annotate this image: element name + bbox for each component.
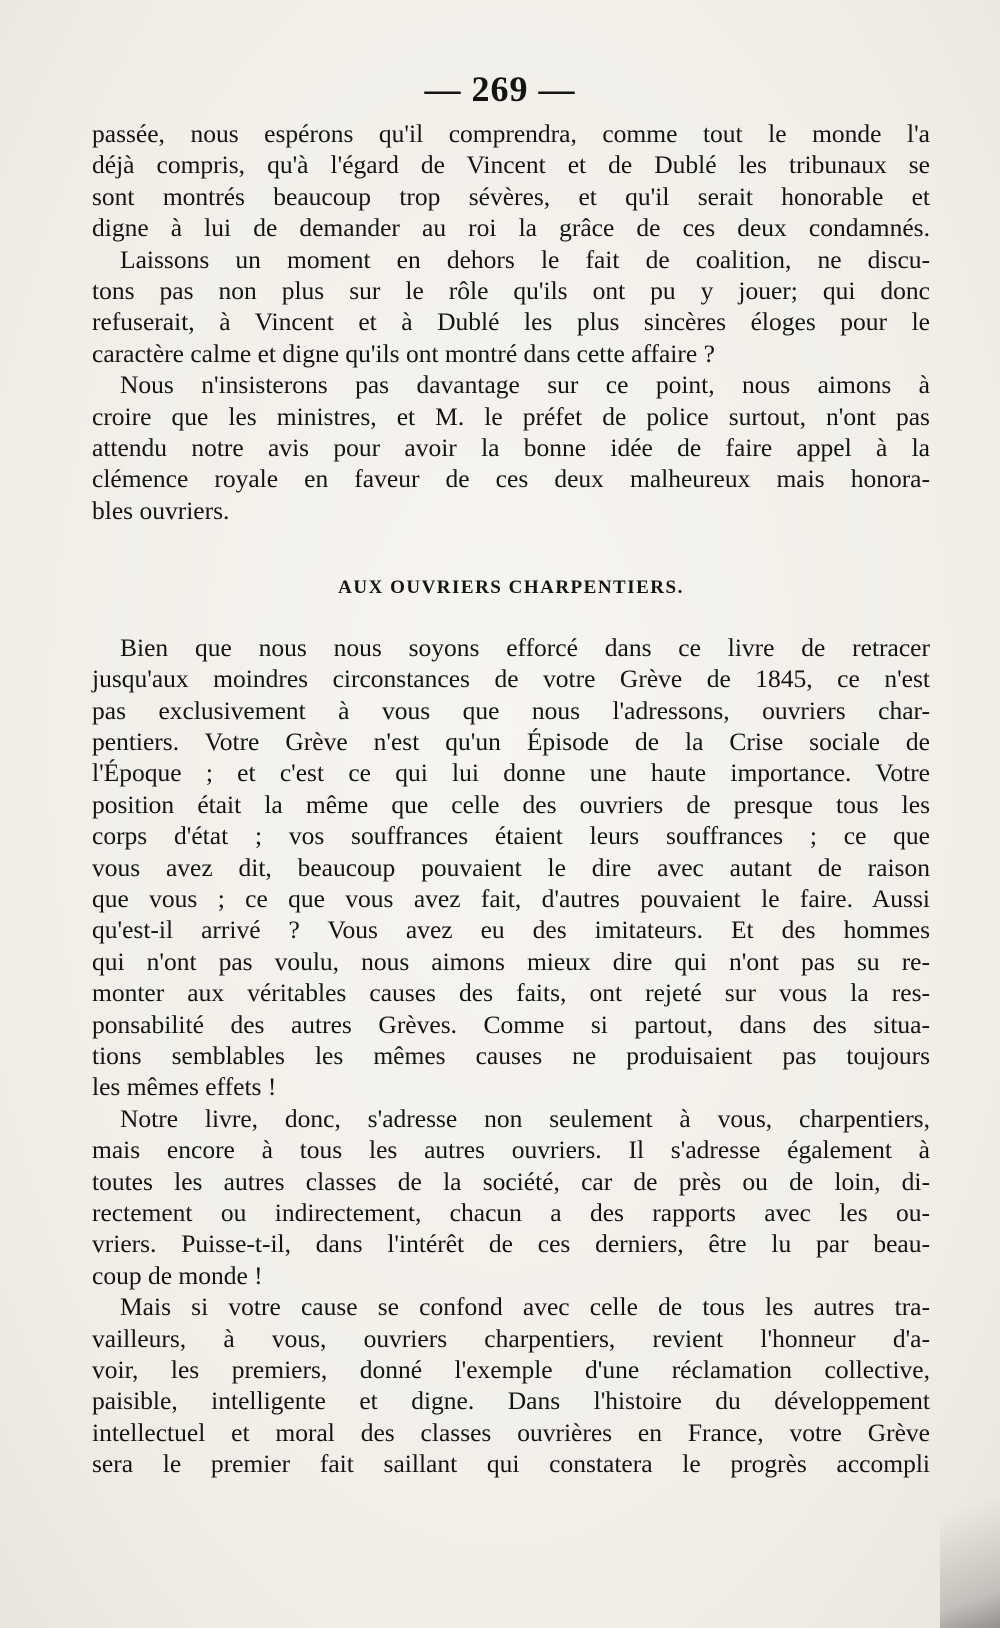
- text-line: mais encore à tous les autres ouvriers. Il s'adresse également à: [92, 1135, 930, 1165]
- text-line: vriers. Puisse-t-il, dans l'intérêt de ces derniers, être lu par beau-: [92, 1229, 930, 1259]
- text-line: position était la même que celle des ouvriers de presque tous les: [92, 789, 930, 819]
- text-line: vailleurs, à vous, ouvriers charpentiers, revient l'honneur d'a-: [92, 1323, 930, 1353]
- text-line: digne à lui de demander au roi la grâce de ces deux condamnés.: [92, 213, 930, 243]
- text-line: qu'est-il arrivé ? Vous avez eu des imitateurs. Et des hommes: [92, 915, 930, 945]
- text-line: tions semblables les mêmes causes ne produisaient pas toujours: [92, 1040, 930, 1070]
- text-line: Mais si votre cause se confond avec celle de tous les autres tra-: [120, 1292, 930, 1322]
- text-line: corps d'état ; vos souffrances étaient leurs souffrances ; ce que: [92, 821, 930, 851]
- text-line: sont montrés beaucoup trop sévères, et qu'il serait honorable et: [92, 181, 930, 211]
- text-line: croire que les ministres, et M. le préfet de police surtout, n'ont pas: [92, 401, 930, 431]
- page-number: — 269 —: [424, 69, 576, 109]
- text-line: caractère calme et digne qu'ils ont montré dans cette affaire ?: [92, 338, 715, 368]
- text-line: Nous n'insisterons pas davantage sur ce point, nous aimons à: [120, 370, 930, 400]
- text-line: Bien que nous nous soyons efforcé dans ce livre de retracer: [120, 632, 930, 662]
- text-line: Notre livre, donc, s'adresse non seulement à vous, charpentiers,: [120, 1103, 930, 1133]
- paragraph-3: [92, 369, 930, 526]
- text-line: toutes les autres classes de la société, car de près ou de loin, di-: [92, 1166, 930, 1196]
- page-body: [92, 118, 930, 1480]
- paragraph-4: [92, 632, 930, 1103]
- page-corner-shadow: [940, 1458, 1000, 1628]
- text-line: clémence royale en faveur de ces deux malheureux mais honora-: [92, 464, 930, 494]
- text-line: intellectuel et moral des classes ouvrières en France, votre Grève: [92, 1417, 930, 1447]
- text-line: bles ouvriers.: [92, 495, 230, 525]
- text-line: pas exclusivement à vous que nous l'adressons, ouvriers char-: [92, 695, 930, 725]
- text-line: sera le premier fait saillant qui constatera le progrès accompli: [92, 1449, 930, 1479]
- text-line: monter aux véritables causes des faits, ont rejeté sur vous la res-: [92, 978, 930, 1008]
- text-line: passée, nous espérons qu'il comprendra, comme tout le monde l'a: [92, 119, 930, 148]
- text-line: tons pas non plus sur le rôle qu'ils ont pu y jouer; qui donc: [92, 276, 930, 306]
- paragraph-1: [92, 118, 930, 244]
- text-line: refuserait, à Vincent et à Dublé les plus sincères éloges pour le: [92, 307, 930, 337]
- text-line: Laissons un moment en dehors le fait de coalition, ne discu-: [120, 244, 930, 274]
- paragraph-2: [92, 244, 930, 370]
- paragraph-6: [92, 1291, 930, 1479]
- paragraph-5: [92, 1103, 930, 1291]
- text-line: paisible, intelligente et digne. Dans l'histoire du développement: [92, 1386, 930, 1416]
- text-line: rectement ou indirectement, chacun a des rapports avec les ou-: [92, 1198, 930, 1227]
- text-line: déjà compris, qu'à l'égard de Vincent et de Dublé les tribunaux se: [92, 150, 930, 180]
- text-line: ponsabilité des autres Grèves. Comme si partout, dans des situa-: [92, 1009, 930, 1039]
- text-line: que vous ; ce que vous avez fait, d'autres pouvaient le faire. Aussi: [92, 883, 930, 913]
- text-line: attendu notre avis pour avoir la bonne idée de faire appel à la: [92, 433, 930, 463]
- text-line: coup de monde !: [92, 1260, 263, 1290]
- text-line: jusqu'aux moindres circonstances de votre Grève de 1845, ce n'est: [92, 664, 930, 694]
- section-title: AUX OUVRIERS CHARPENTIERS.: [338, 577, 684, 599]
- text-line: l'Époque ; et c'est ce qui lui donne une haute importance. Votre: [92, 758, 930, 788]
- text-line: les mêmes effets !: [92, 1072, 277, 1102]
- text-line: vous avez dit, beaucoup pouvaient le dire avec autant de raison: [92, 852, 930, 882]
- text-line: qui n'ont pas voulu, nous aimons mieux dire qui n'ont pas su re-: [92, 946, 930, 976]
- text-line: voir, les premiers, donné l'exemple d'une réclamation collective,: [92, 1355, 930, 1385]
- text-line: pentiers. Votre Grève n'est qu'un Épisode de la Crise sociale de: [92, 726, 930, 756]
